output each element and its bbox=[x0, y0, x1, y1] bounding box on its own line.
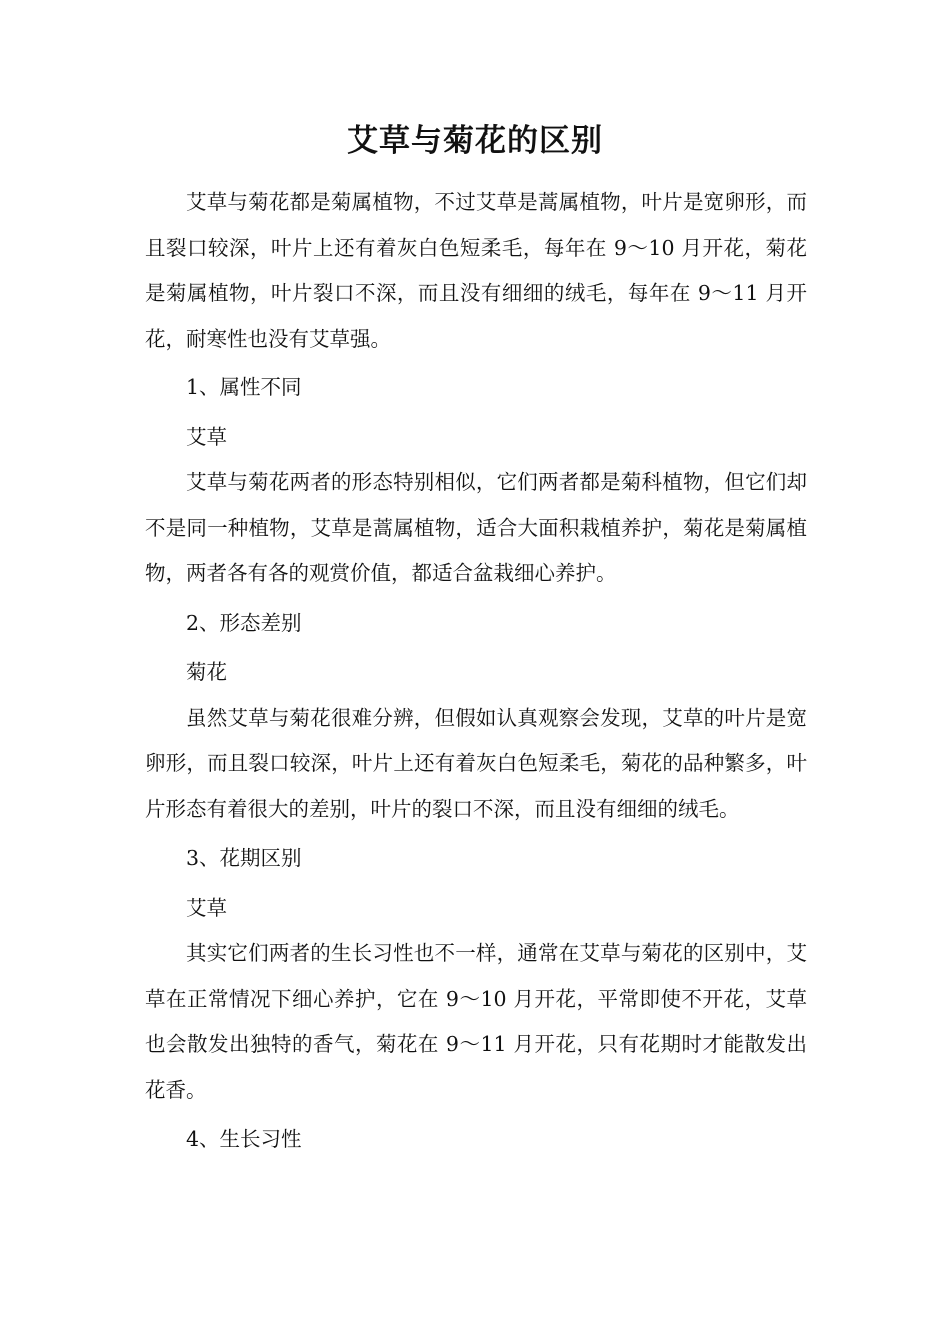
section-heading-2: 2、形态差别 bbox=[186, 610, 302, 635]
section-heading-4: 4、生长习性 bbox=[186, 1127, 302, 1151]
section-heading-1: 1、属性不同 bbox=[186, 375, 302, 399]
document-body bbox=[145, 180, 807, 1163]
section-body-2: 虽然艾草与菊花很难分辨，但假如认真观察会发现，艾草的叶片是宽卵形，而且裂口较深，叶片上还有着灰白色短柔毛，菊花的品种繁多，叶片形态有着很大的差别，叶片的裂口不深，而且没有细细的绒毛。 bbox=[145, 705, 807, 821]
section-subheading-2: 菊花 bbox=[186, 660, 227, 684]
document-title: 艾草与菊花的区别 bbox=[347, 123, 603, 159]
section-subheading-3: 艾草 bbox=[186, 895, 227, 920]
section-body-3: 其实它们两者的生长习性也不一样，通常在艾草与菊花的区别中，艾草在正常情况下细心养护，它在 9～10 月开花，平常即使不开花，艾草也会散发出独特的香气，菊花在 9～11 月开花，只有花期时才能散发出花香。 bbox=[145, 941, 807, 1102]
section-subheading-1: 艾草 bbox=[186, 424, 227, 449]
intro-paragraph: 艾草与菊花都是菊属植物，不过艾草是蒿属植物，叶片是宽卵形，而且裂口较深，叶片上还有着灰白色短柔毛，每年在 9～10 月开花，菊花是菊属植物，叶片裂口不深，而且没有细细的绒毛，每年在 9～11 月开花，耐寒性也没有艾草强。 bbox=[145, 190, 807, 351]
section-body-1: 艾草与菊花两者的形态特别相似，它们两者都是菊科植物，但它们却不是同一种植物，艾草是蒿属植物，适合大面积栽植养护，菊花是菊属植物，两者各有各的观赏价值，都适合盆栽细心养护。 bbox=[145, 470, 807, 585]
section-heading-3: 3、花期区别 bbox=[186, 846, 302, 870]
